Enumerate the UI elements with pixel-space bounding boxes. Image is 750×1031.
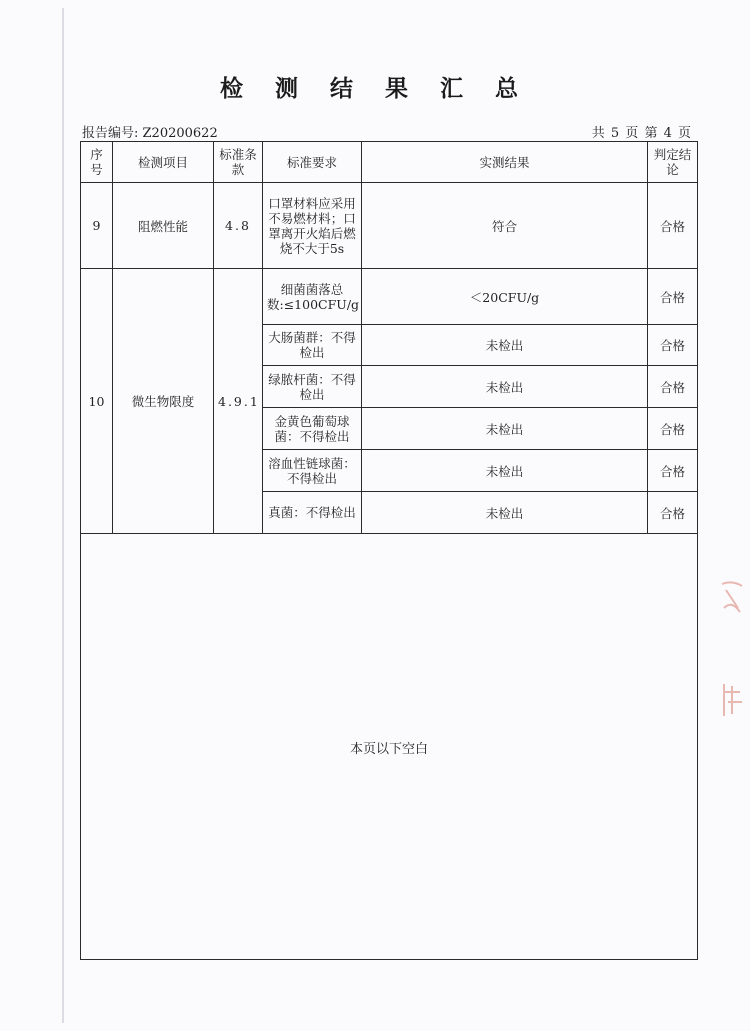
blank-area <box>80 533 698 960</box>
seal-stamp-fragment <box>718 578 748 622</box>
row-verdict: 合格 <box>648 492 698 534</box>
header-seq: 序号 <box>81 142 113 183</box>
row-item: 阻燃性能 <box>113 183 214 269</box>
row-result: 符合 <box>362 183 648 269</box>
results-table <box>80 141 698 534</box>
header-result: 实测结果 <box>362 142 648 183</box>
row-clause: 4.9.1 <box>214 269 263 534</box>
row-result: 未检出 <box>362 408 648 450</box>
page-title: 检 测 结 果 汇 总 <box>219 76 531 102</box>
row-requirement: 口罩材料应采用不易燃材料；口罩离开火焰后燃烧不大于5s <box>263 183 362 269</box>
table-row <box>81 183 698 269</box>
header-requirement: 标准要求 <box>263 142 362 183</box>
seal-stamp-fragment <box>718 680 748 724</box>
page-edge <box>62 8 64 1023</box>
page-indicator: 共 5 页 第 4 页 <box>591 126 692 141</box>
row-result: 未检出 <box>362 366 648 408</box>
row-verdict: 合格 <box>648 450 698 492</box>
row-requirement: 真菌：不得检出 <box>263 492 362 534</box>
blank-note: 本页以下空白 <box>349 742 428 757</box>
row-result: ＜20CFU/g <box>362 269 648 325</box>
row-clause: 4.8 <box>214 183 263 269</box>
row-seq: 9 <box>81 183 113 269</box>
row-verdict: 合格 <box>648 269 698 325</box>
report-number <box>82 122 218 141</box>
row-requirement: 金黄色葡萄球菌：不得检出 <box>263 408 362 450</box>
table-header-row <box>81 142 698 183</box>
row-requirement: 溶血性链球菌：不得检出 <box>263 450 362 492</box>
row-verdict: 合格 <box>648 408 698 450</box>
row-result: 未检出 <box>362 450 648 492</box>
row-item: 微生物限度 <box>113 269 214 534</box>
row-requirement: 大肠菌群：不得检出 <box>263 325 362 366</box>
row-verdict: 合格 <box>648 325 698 366</box>
row-result: 未检出 <box>362 492 648 534</box>
row-result: 未检出 <box>362 325 648 366</box>
row-requirement: 细菌菌落总数:≤100CFU/g <box>263 269 362 325</box>
table-row <box>81 269 698 325</box>
row-requirement: 绿脓杆菌：不得检出 <box>263 366 362 408</box>
header-verdict: 判定结论 <box>648 142 698 183</box>
report-number-value: Z20200622 <box>142 126 218 141</box>
header-item: 检测项目 <box>113 142 214 183</box>
header-clause: 标准条款 <box>214 142 263 183</box>
report-number-label: 报告编号: <box>82 126 143 141</box>
row-seq: 10 <box>81 269 113 534</box>
row-verdict: 合格 <box>648 183 698 269</box>
row-verdict: 合格 <box>648 366 698 408</box>
